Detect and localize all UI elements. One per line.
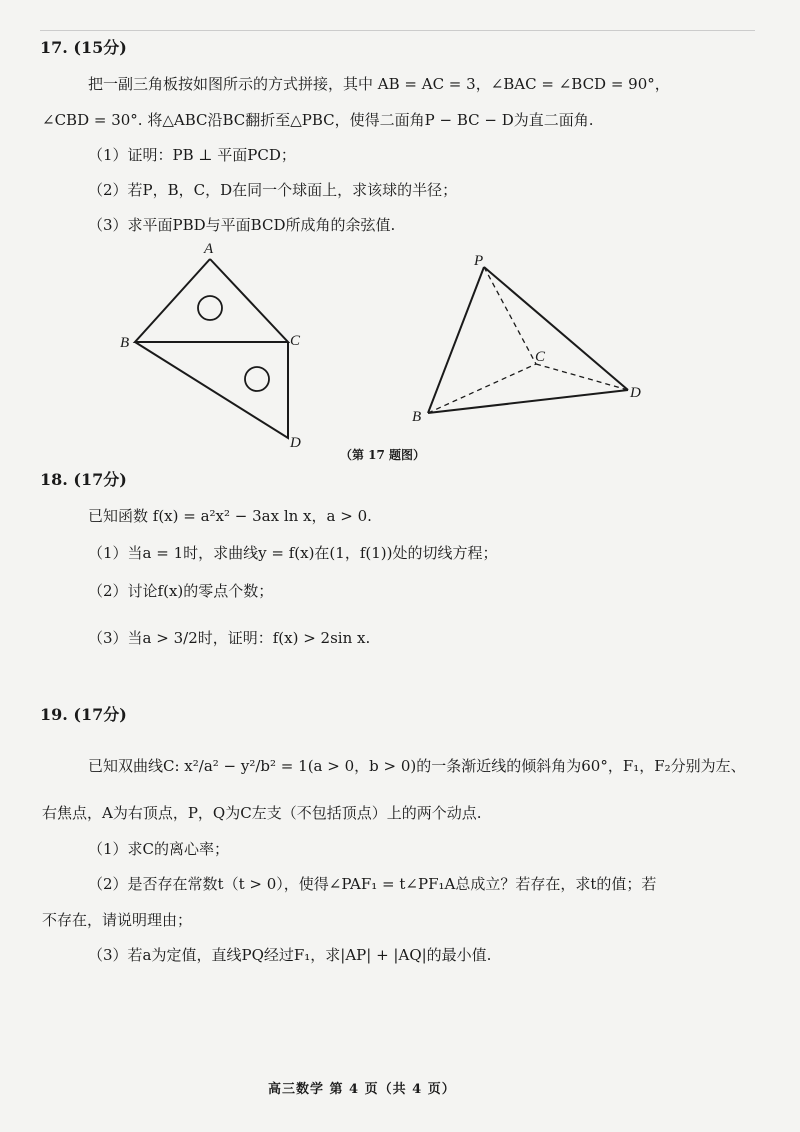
q18-stem: 已知函数 f(x) = a²x² − 3ax ln x，a > 0. <box>88 507 372 525</box>
q17-figure-caption: （第 17 题图） <box>340 448 426 462</box>
q19-part2-line1: （2）是否存在常数t（t > 0），使得∠PAF₁ = t∠PF₁A总成立？若存在，求t的值；若 <box>88 875 657 893</box>
q17-part2: （2）若P，B，C，D在同一个球面上，求该球的半径； <box>88 181 458 199</box>
q17-header: 17. (15分) <box>40 38 127 57</box>
q18-part2: （2）讨论f(x)的零点个数； <box>88 582 274 600</box>
fig1-label-c: C <box>290 333 301 349</box>
set-square-hole <box>245 367 269 391</box>
q19-stem-line2: 右焦点，A为右顶点，P，Q为C左支（不包括顶点）上的两个动点. <box>42 804 482 822</box>
q18-part1: （1）当a = 1时，求曲线y = f(x)在(1，f(1))处的切线方程； <box>88 544 498 562</box>
set-square-hole <box>198 296 222 320</box>
tetrahedron-figure <box>412 253 641 425</box>
fig2-label-b: B <box>412 409 422 425</box>
fig2-label-p: P <box>474 253 484 269</box>
page-footer: 高三数学 第 4 页（共 4 页） <box>268 1082 456 1097</box>
q17-stem-line1: 把一副三角板按如图所示的方式拼接，其中 AB = AC = 3，∠BAC = ∠BCD = 90°， <box>88 75 670 93</box>
q19-stem-line1: 已知双曲线C: x²/a² − y²/b² = 1(a > 0，b > 0)的一条渐近线的倾斜角为60°，F₁，F₂分别为左、 <box>88 757 746 775</box>
q19-part3: （3）若a为定值，直线PQ经过F₁，求|AP| + |AQ|的最小值. <box>88 946 492 964</box>
q17-figure <box>0 235 800 455</box>
q18-header: 18. (17分) <box>40 470 127 489</box>
set-square-figure <box>120 241 301 451</box>
q19-part2-line2: 不存在，请说明理由； <box>42 911 193 929</box>
q17-stem-line2: ∠CBD = 30°. 将△ABC沿BC翻折至△PBC，使得二面角P − BC − D为直二面角. <box>42 111 594 129</box>
fig1-label-d: D <box>290 435 301 451</box>
fig1-label-a: A <box>204 241 214 257</box>
q18-part3: （3）当a > 3/2时，证明：f(x) > 2sin x. <box>88 629 371 647</box>
q19-part1: （1）求C的离心率； <box>88 840 230 858</box>
q17-part3: （3）求平面PBD与平面BCD所成角的余弦值. <box>88 216 396 234</box>
q17-part1: （1）证明：PB ⊥ 平面PCD； <box>88 146 296 164</box>
top-rule <box>40 30 755 31</box>
fig2-label-d: D <box>630 385 641 401</box>
fig2-label-c: C <box>535 349 546 365</box>
fig1-label-b: B <box>120 335 130 351</box>
q19-header: 19. (17分) <box>40 705 127 724</box>
